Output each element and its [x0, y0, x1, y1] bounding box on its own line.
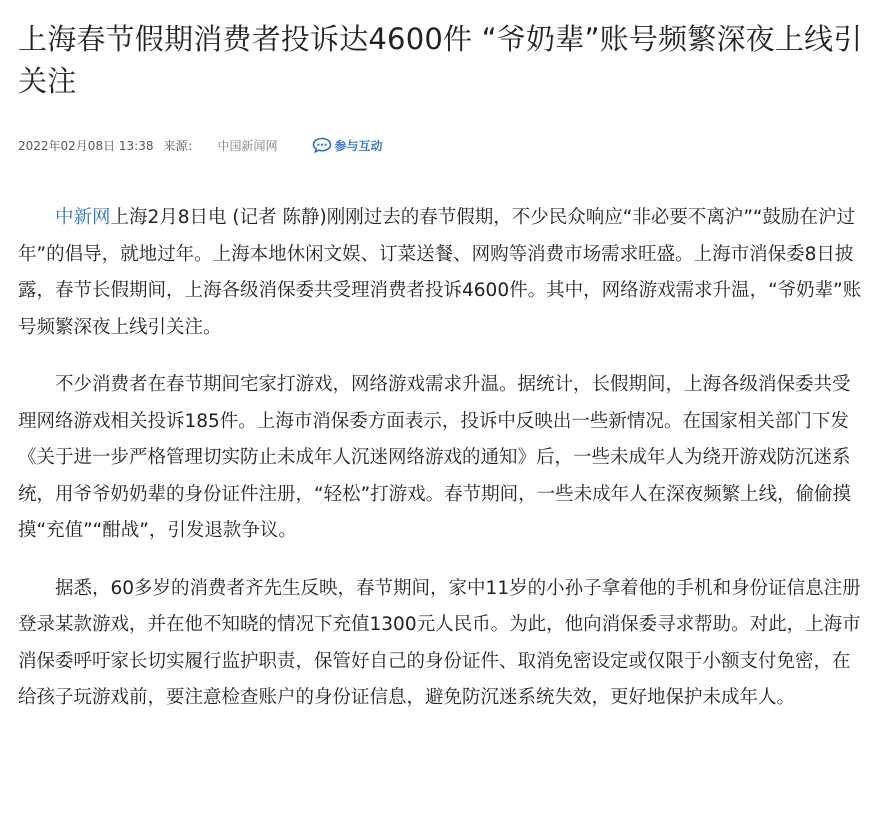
speech-bubble-icon — [312, 137, 332, 153]
article — [18, 0, 864, 738]
article-meta — [18, 134, 864, 156]
article-title: 上海春节假期消费者投诉达4600件 “爷奶辈”账号频繁深夜上线引关注 — [18, 22, 863, 98]
interact-button[interactable] — [312, 137, 383, 154]
paragraph-3: 据悉，60多岁的消费者齐先生反映，春节期间，家中11岁的小孙子拿着他的手机和身份证信息注册登录某款游戏，并在他不知晓的情况下充值1300元人民币。为此，他向消保委寻求帮助。对此，上海市消保委呼吁家长切实履行监护职责，保管好自己的身份证件、取消免密设定或仅限于小额支付免密，在给孩子玩游戏前，要注意检查账户的身份证信息，避免防沉迷系统失效，更好地保护未成年人。 — [18, 577, 861, 708]
publish-datetime: 2022年02月08日 13:38 — [18, 138, 154, 153]
paragraph-1 — [18, 200, 864, 346]
interact-label: 参与互动 — [334, 138, 383, 153]
paragraph-1-text: 上海2月8日电 (记者 陈静)刚刚过去的春节假期，不少民众响应“非必要不离沪”“鼓励在沪过年”的倡导，就地过年。上海本地休闲文娱、订菜送餐、网购等消费市场需求旺盛。上海市消保委8日披露，春节长假期间，上海各级消保委共受理消费者投诉4600件。其中，网络游戏需求升温，“爷奶辈”账号频繁深夜上线引关注。 — [18, 207, 862, 338]
source-name: 中国新闻网 — [217, 138, 278, 153]
source-label: 来源： — [163, 138, 200, 153]
paragraph-2: 不少消费者在春节期间宅家打游戏，网络游戏需求升温。据统计，长假期间，上海各级消保委共受理网络游戏相关投诉185件。上海市消保委方面表示，投诉中反映出一些新情况。在国家相关部门下发《关于进一步严格管理切实防止未成年人沉迷网络游戏的通知》后，一些未成年人为绕开游戏防沉迷系统，用爷爷奶奶辈的身份证件注册，“轻松”打游戏。春节期间，一些未成年人在深夜频繁上线，偷偷摸摸“充值”“酣战”，引发退款争议。 — [18, 374, 852, 541]
agency-link[interactable]: 中新网 — [55, 207, 111, 228]
article-body — [18, 200, 864, 717]
